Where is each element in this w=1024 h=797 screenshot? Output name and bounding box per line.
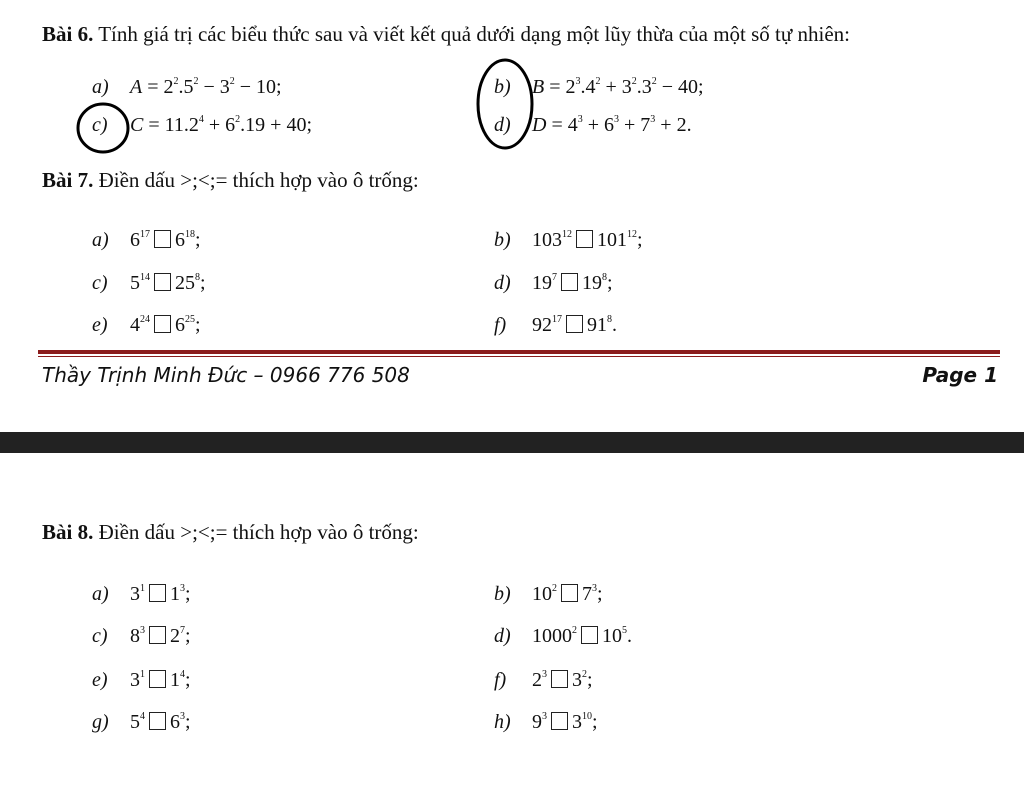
expression: $19^7$ $19^8$; bbox=[532, 272, 613, 294]
expression: $C = 11.2^4 + 6^2.19 + 40$; bbox=[130, 114, 313, 136]
footer-author: Thầy Trịnh Minh Đức – 0966 776 508 bbox=[42, 363, 410, 387]
item-label: d) bbox=[494, 625, 511, 647]
item-label: a) bbox=[92, 76, 109, 98]
bai8-item-e bbox=[92, 669, 191, 692]
answer-box[interactable] bbox=[566, 315, 583, 333]
bai7-item-e bbox=[92, 314, 201, 337]
item-label: g) bbox=[92, 711, 109, 733]
footer-rule-thin bbox=[38, 356, 1000, 357]
expression: 1000$^2$ $10^5$. bbox=[532, 625, 632, 647]
expression: $B = 2^3.4^2 + 3^2.3^2 - 40$; bbox=[532, 76, 704, 98]
expression: $3^1$ $1^3$; bbox=[130, 583, 191, 605]
expression: $2^3$ $3^2$; bbox=[532, 669, 593, 691]
expression: $5^4$ $6^3$; bbox=[130, 711, 191, 733]
page-separator bbox=[0, 432, 1024, 453]
bai7-heading bbox=[42, 168, 419, 193]
item-label: f) bbox=[494, 314, 507, 336]
item-label: a) bbox=[92, 583, 109, 605]
bai7-instruction: Điền dấu >;<;= thích hợp vào ô trống: bbox=[93, 168, 419, 192]
answer-box[interactable] bbox=[154, 315, 171, 333]
hand-drawn-circle-c bbox=[75, 100, 135, 156]
expression: $103^{12}$ $101^{12}$; bbox=[532, 229, 643, 251]
expression: $8^3$ $2^7$; bbox=[130, 625, 191, 647]
item-label: c) bbox=[92, 114, 108, 136]
bai7-item-b bbox=[494, 229, 643, 252]
bai6-number: Bài 6. bbox=[42, 22, 94, 46]
item-label: b) bbox=[494, 583, 511, 605]
footer-rule-thick bbox=[38, 350, 1000, 354]
answer-box[interactable] bbox=[149, 626, 166, 644]
answer-box[interactable] bbox=[576, 230, 593, 248]
item-label: c) bbox=[92, 625, 108, 647]
bai7-item-f bbox=[494, 314, 617, 337]
hand-drawn-circle-bd bbox=[474, 58, 540, 154]
item-label: f) bbox=[494, 669, 507, 691]
item-label: e) bbox=[92, 314, 108, 336]
bai6-instruction: Tính giá trị các biểu thức sau và viết kết quả dưới dạng một lũy thừa của một số tự nhiên: bbox=[93, 22, 850, 46]
bai8-item-d bbox=[494, 625, 632, 648]
bai8-instruction: Điền dấu >;<;= thích hợp vào ô trống: bbox=[93, 520, 419, 544]
expression: $D = 4^3 + 6^3 + 7^3 + 2$. bbox=[532, 114, 692, 136]
expression: $92^{17}$ $91^8$. bbox=[532, 314, 617, 336]
bai8-number: Bài 8. bbox=[42, 520, 94, 544]
bai8-item-f bbox=[494, 669, 593, 692]
bai7-item-a bbox=[92, 229, 201, 252]
bai8-heading bbox=[42, 520, 419, 545]
item-label: b) bbox=[494, 229, 511, 251]
footer-page-number: Page 1 bbox=[922, 363, 998, 387]
answer-box[interactable] bbox=[149, 712, 166, 730]
bai8-item-b bbox=[494, 583, 603, 606]
expression: $3^1$ $1^4$; bbox=[130, 669, 191, 691]
answer-box[interactable] bbox=[149, 584, 166, 602]
bai8-item-a bbox=[92, 583, 191, 606]
bai6-item-a bbox=[92, 76, 282, 99]
bai8-item-h bbox=[494, 711, 598, 734]
item-label: b) bbox=[494, 76, 511, 98]
bai8-item-g bbox=[92, 711, 191, 734]
answer-box[interactable] bbox=[154, 273, 171, 291]
item-label: d) bbox=[494, 114, 511, 136]
answer-box[interactable] bbox=[149, 670, 166, 688]
item-label: a) bbox=[92, 229, 109, 251]
expression: $6^{17}$ $6^{18}$; bbox=[130, 229, 201, 251]
bai7-number: Bài 7. bbox=[42, 168, 94, 192]
bai7-item-c bbox=[92, 272, 206, 295]
expression: $9^3$ $3^{10}$; bbox=[532, 711, 598, 733]
bai6-heading bbox=[42, 22, 850, 47]
answer-box[interactable] bbox=[551, 712, 568, 730]
expression: $5^{14}$ $25^8$; bbox=[130, 272, 206, 294]
item-label: c) bbox=[92, 272, 108, 294]
answer-box[interactable] bbox=[551, 670, 568, 688]
answer-box[interactable] bbox=[154, 230, 171, 248]
expression: $10^2$ $7^3$; bbox=[532, 583, 603, 605]
expression: $4^{24}$ $6^{25}$; bbox=[130, 314, 201, 336]
expression: $A = 2^2.5^2 - 3^2 - 10$; bbox=[130, 76, 282, 98]
bai7-item-d bbox=[494, 272, 613, 295]
answer-box[interactable] bbox=[581, 626, 598, 644]
bai8-item-c bbox=[92, 625, 191, 648]
answer-box[interactable] bbox=[561, 584, 578, 602]
item-label: h) bbox=[494, 711, 511, 733]
answer-box[interactable] bbox=[561, 273, 578, 291]
item-label: d) bbox=[494, 272, 511, 294]
item-label: e) bbox=[92, 669, 108, 691]
